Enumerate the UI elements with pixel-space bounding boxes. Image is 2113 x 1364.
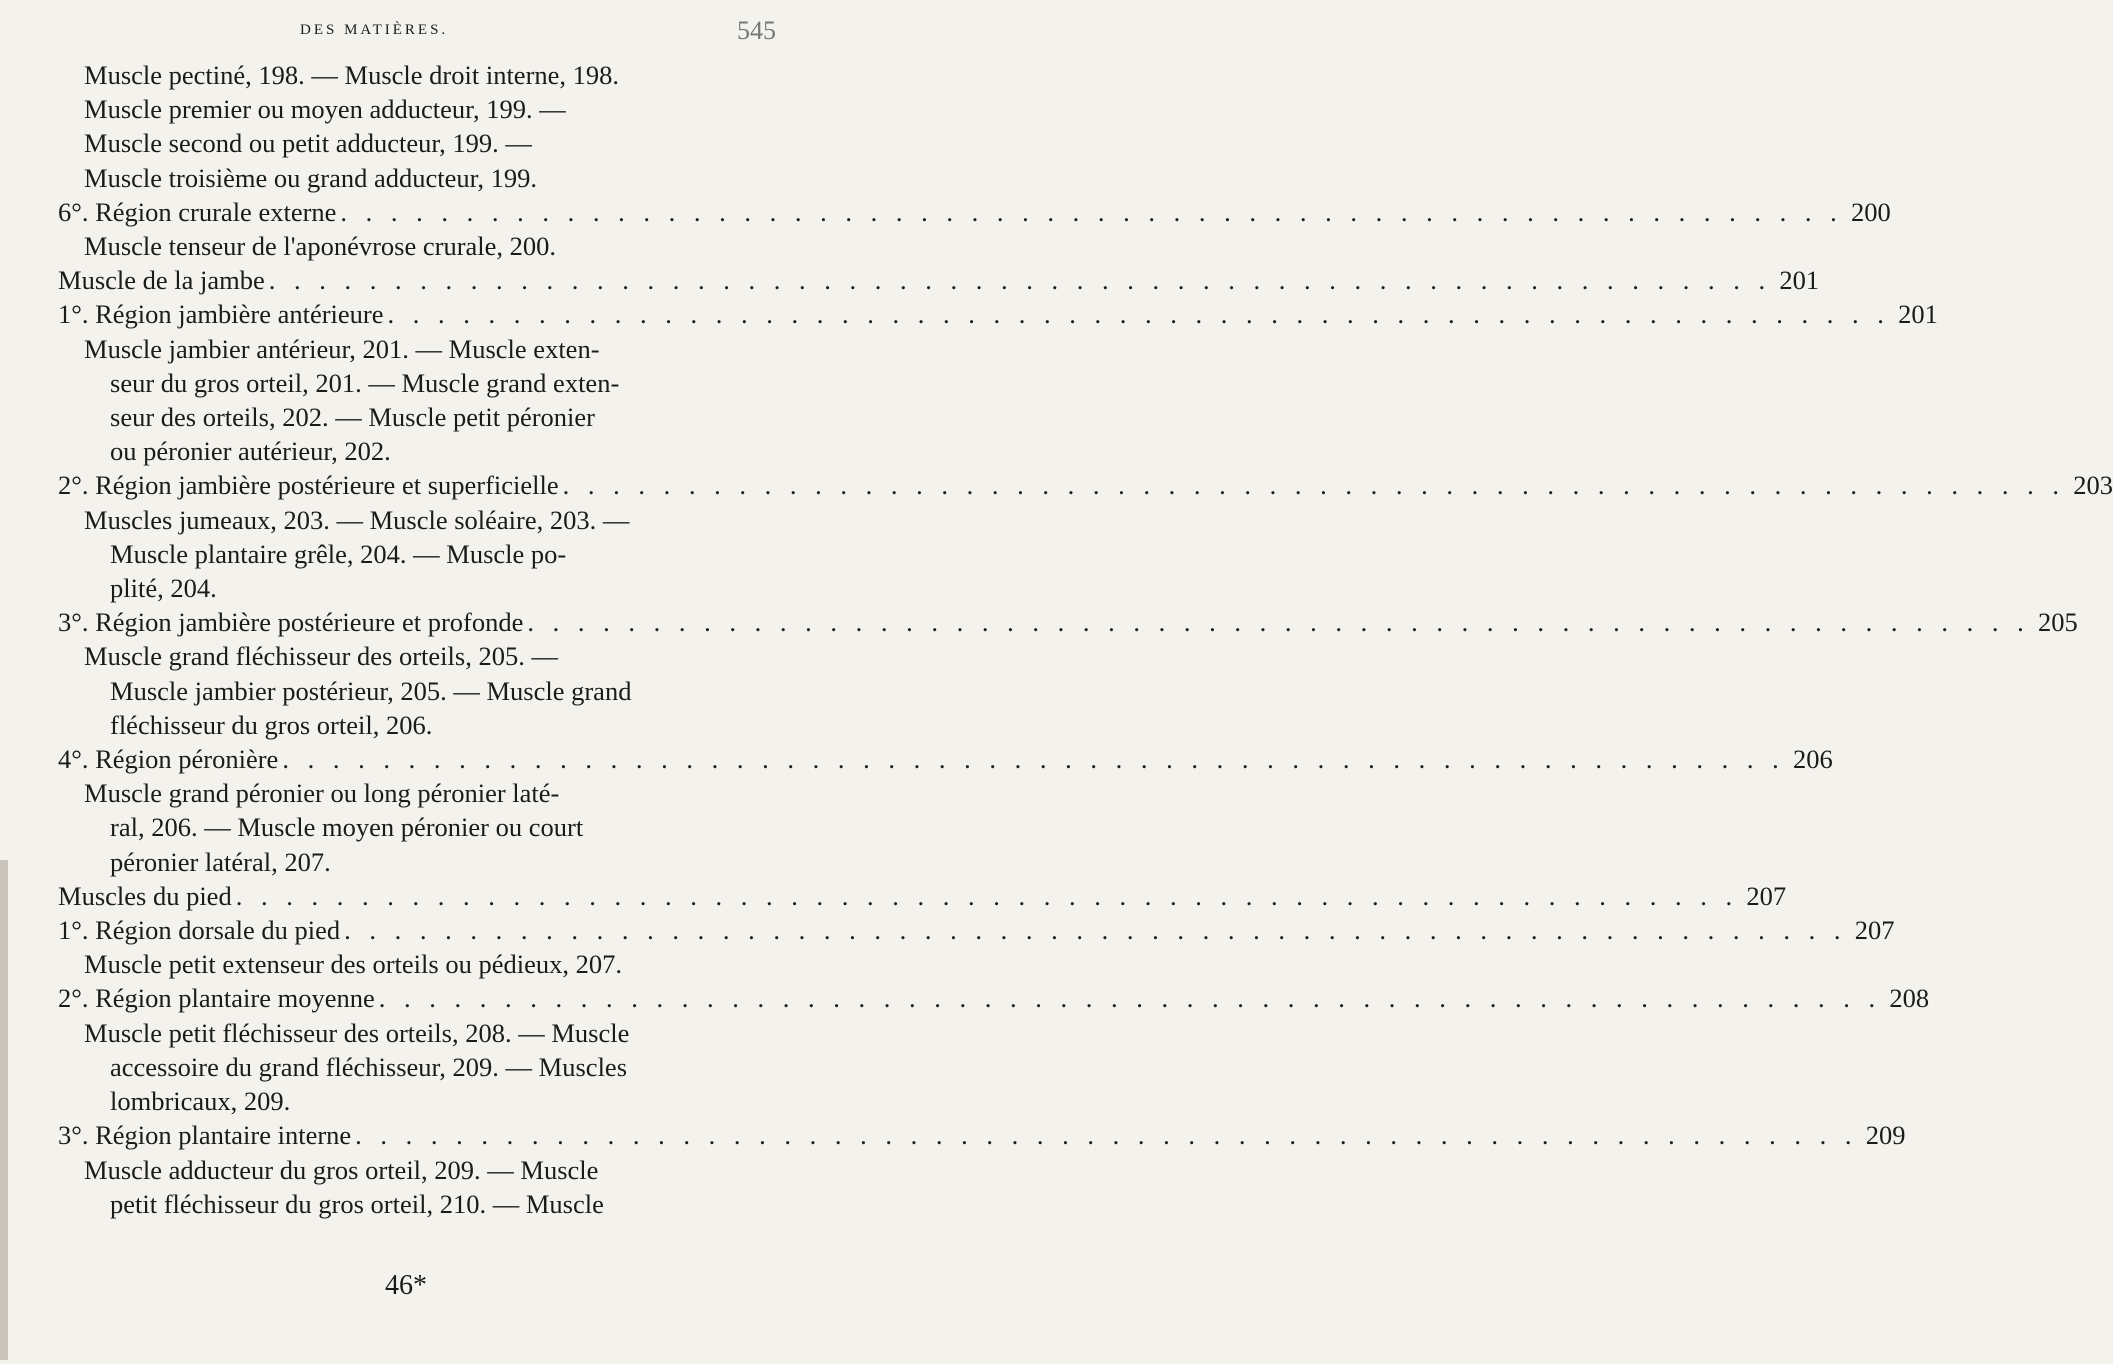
leader-dots: . . . . . . . . . . . . . . . . . . . . . . . . . . . . . . . . . . . . . . . . . . . . . . . . . . . . . . . . . . . . <box>268 265 1772 296</box>
leader-dots: . . . . . . . . . . . . . . . . . . . . . . . . . . . . . . . . . . . . . . . . . . . . . . . . . . . . . . . . . . . . <box>378 983 1882 1014</box>
toc-entry <box>58 297 1938 331</box>
toc-entry <box>58 195 1891 229</box>
toc-entry-title: 6°. Région crurale externe <box>58 196 337 227</box>
toc-entry-page: 205 <box>2037 607 2078 638</box>
leader-dots: . . . . . . . . . . . . . . . . . . . . . . . . . . . . . . . . . . . . . . . . . . . . . . . . . . . . . . . . . . . . <box>355 1120 1858 1151</box>
index-line: Muscle petit extenseur des orteils ou pédieux, 207. <box>84 949 622 980</box>
index-line: Muscle pectiné, 198. — Muscle droit interne, 198. <box>84 60 620 90</box>
toc-entry <box>58 468 2113 502</box>
toc-entry-title: 3°. Région plantaire interne <box>58 1120 352 1151</box>
toc-entry <box>58 913 1895 947</box>
page-number: 545 <box>737 16 776 45</box>
toc-entry-page: 207 <box>1854 915 1895 946</box>
index-line: Muscle petit fléchisseur des orteils, 208. — Muscle <box>84 1017 630 1048</box>
toc-entry-title: 1°. Région jambière antérieure <box>58 299 384 330</box>
toc-entry <box>58 879 1787 913</box>
index-line: Muscle second ou petit adducteur, 199. — <box>84 128 532 159</box>
running-title: DES MATIÈRES. <box>300 22 449 38</box>
index-line: lombricaux, 209. <box>110 1086 291 1117</box>
leader-dots: . . . . . . . . . . . . . . . . . . . . . . . . . . . . . . . . . . . . . . . . . . . . . . . . . . . . . . . . . . . . <box>562 470 2066 501</box>
toc-entry <box>58 1118 1906 1152</box>
index-line: Muscles jumeaux, 203. — Muscle soléaire, 203. — <box>84 504 630 535</box>
toc-entry-page: 201 <box>1779 265 1820 296</box>
toc-entry-title: 3°. Région jambière postérieure et profonde <box>58 607 524 638</box>
index-line: petit fléchisseur du gros orteil, 210. — Muscle <box>110 1188 604 1219</box>
toc-entry-title: Muscle de la jambe <box>58 265 265 296</box>
toc-entry <box>58 263 1820 297</box>
index-line: Muscle adducteur du gros orteil, 209. — Muscle <box>84 1154 599 1185</box>
index-line: Muscle tenseur de l'aponévrose crurale, 200. <box>84 231 557 262</box>
index-line: Muscle jambier postérieur, 205. — Muscle grand <box>110 675 632 706</box>
index-body <box>58 58 2113 1221</box>
index-line: accessoire du grand fléchisseur, 209. — Muscles <box>110 1051 628 1082</box>
toc-entry-title: 2°. Région jambière postérieure et superficielle <box>58 470 559 501</box>
index-line: péronier latéral, 207. <box>110 846 331 877</box>
leader-dots: . . . . . . . . . . . . . . . . . . . . . . . . . . . . . . . . . . . . . . . . . . . . . . . . . . . . . . . . . . . . <box>282 744 1785 775</box>
leader-dots: . . . . . . . . . . . . . . . . . . . . . . . . . . . . . . . . . . . . . . . . . . . . . . . . . . . . . . . . . . . . <box>235 880 1739 911</box>
index-line: Muscle premier ou moyen adducteur, 199. — <box>84 94 566 125</box>
index-line: Muscle grand péronier ou long péronier laté- <box>84 778 560 809</box>
toc-entry-page: 201 <box>1898 299 1938 330</box>
signature-mark: 46* <box>385 1270 427 1301</box>
toc-entry-page: 206 <box>1792 744 1833 775</box>
running-header <box>0 14 800 54</box>
index-line: Muscle plantaire grêle, 204. — Muscle po- <box>110 538 567 569</box>
index-line: plité, 204. <box>110 573 217 604</box>
index-line: ou péronier autérieur, 202. <box>110 436 391 467</box>
toc-entry-page: 207 <box>1746 880 1787 911</box>
toc-entry-title: 4°. Région péronière <box>58 744 279 775</box>
toc-entry <box>58 981 1930 1015</box>
index-line: seur des orteils, 202. — Muscle petit péronier <box>110 402 595 433</box>
toc-entry-title: Muscles du pied <box>58 880 232 911</box>
toc-entry <box>58 605 2078 639</box>
toc-entry <box>58 742 1833 776</box>
leader-dots: . . . . . . . . . . . . . . . . . . . . . . . . . . . . . . . . . . . . . . . . . . . . . . . . . . . . . . . . . . . . <box>387 299 1890 330</box>
toc-entry-title: 2°. Région plantaire moyenne <box>58 983 375 1014</box>
index-line: ral, 206. — Muscle moyen péronier ou court <box>110 812 584 843</box>
leader-dots: . . . . . . . . . . . . . . . . . . . . . . . . . . . . . . . . . . . . . . . . . . . . . . . . . . . . . . . . . . . . <box>340 196 1843 227</box>
leader-dots: . . . . . . . . . . . . . . . . . . . . . . . . . . . . . . . . . . . . . . . . . . . . . . . . . . . . . . . . . . . . <box>344 915 1847 946</box>
index-line: Muscle grand fléchisseur des orteils, 205. — <box>84 641 558 672</box>
toc-entry-page: 203 <box>2073 470 2113 501</box>
toc-entry-title: 1°. Région dorsale du pied <box>58 915 341 946</box>
leader-dots: . . . . . . . . . . . . . . . . . . . . . . . . . . . . . . . . . . . . . . . . . . . . . . . . . . . . . . . . . . . . <box>527 607 2030 638</box>
index-line: Muscle troisième ou grand adducteur, 199. <box>84 162 537 193</box>
toc-entry-page: 209 <box>1865 1120 1906 1151</box>
index-line: Muscle jambier antérieur, 201. — Muscle exten- <box>84 333 600 364</box>
index-line: fléchisseur du gros orteil, 206. <box>110 709 433 740</box>
toc-entry-page: 208 <box>1889 983 1930 1014</box>
index-line: seur du gros orteil, 201. — Muscle grand exten- <box>110 367 620 398</box>
toc-entry-page: 200 <box>1851 196 1891 227</box>
page-edge-shadow <box>0 860 8 1360</box>
